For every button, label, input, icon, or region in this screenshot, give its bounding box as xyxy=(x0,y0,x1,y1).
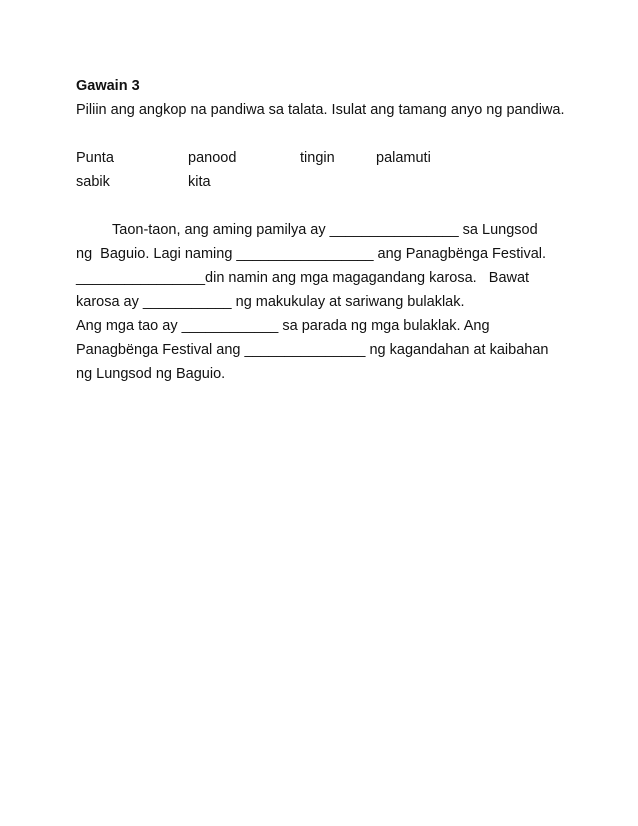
paragraph-line: ________________din namin ang mga magagandang karosa. Bawat xyxy=(76,270,530,286)
word-bank-item: tingin xyxy=(300,150,335,166)
paragraph-line: ng Baguio. Lagi naming _________________ ang Panagbënga Festival. xyxy=(76,246,547,262)
paragraph-line: Ang mga tao ay ____________ sa parada ng mga bulaklak. Ang xyxy=(76,318,490,334)
word-bank-item: Punta xyxy=(76,150,114,166)
paragraph-line: ng Lungsod ng Baguio. xyxy=(76,366,226,382)
word-bank xyxy=(76,146,576,194)
paragraph-line: Taon-taon, ang aming pamilya ay ________________ sa Lungsod xyxy=(112,222,538,238)
activity-title: Gawain 3 xyxy=(76,78,140,94)
word-bank-item: palamuti xyxy=(376,150,431,166)
word-bank-item: panood xyxy=(188,150,237,166)
spacer xyxy=(76,194,576,218)
word-bank-item: sabik xyxy=(76,174,110,190)
paragraph-line: Panagbënga Festival ang _______________ ng kagandahan at kaibahan xyxy=(76,342,549,358)
paragraph-line: karosa ay ___________ ng makukulay at sariwang bulaklak. xyxy=(76,294,465,310)
worksheet xyxy=(76,74,576,386)
instruction-text: Piliin ang angkop na pandiwa sa talata. Isulat ang tamang anyo ng pandiwa. xyxy=(76,102,565,118)
fill-in-paragraph xyxy=(76,218,576,386)
word-bank-item: kita xyxy=(188,174,211,190)
spacer xyxy=(76,122,576,146)
